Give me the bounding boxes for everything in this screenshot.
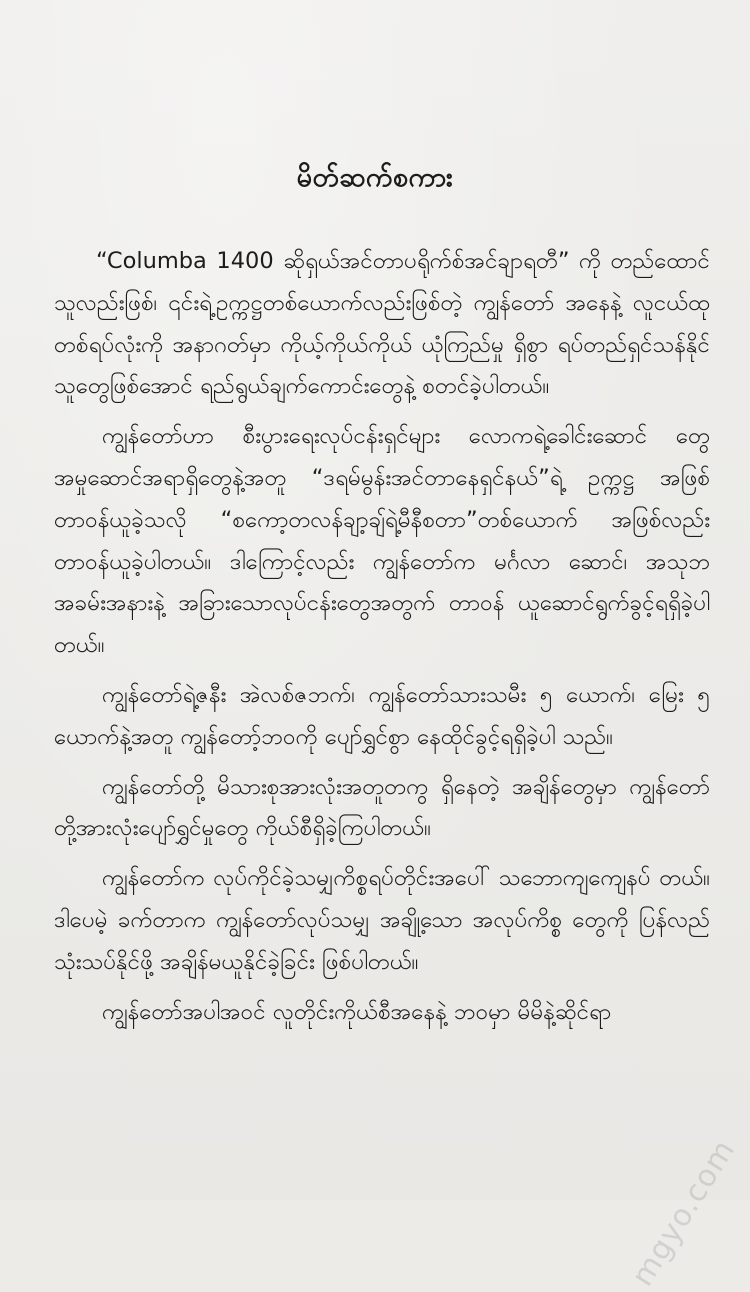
page-title: မိတ်ဆက်စကား	[296, 162, 454, 193]
paragraph-3: ကျွန်တော်ရဲ့ဇနီး အဲလစ်ဇဘက်၊ ကျွန်တော်သားသမီး ၅ ယောက်၊ မြေး ၅ ယောက်နဲ့အတူ ကျွန်တော့်ဘဝကို ပျော်ရွှင်စွာ နေထိုင်ခွင့်ရရှိခဲ့ပါ သည်။	[54, 681, 710, 750]
body-text	[54, 241, 710, 1033]
site-watermark: mgyo.com	[624, 1133, 742, 1292]
paragraph-2: ကျွန်တော်ဟာ စီးပွားရေးလုပ်ငန်းရှင်များ လောကရဲ့ခေါင်းဆောင် တွေ အမှုဆောင်အရာရှိတွေနဲ့အတူ “ဒရမ်မွန်းအင်တာနေရှင်နယ်”ရဲ့ ဥက္ကဋ္ဌ အဖြစ် တာဝန်ယူခဲ့သလို “စကော့တလန်ချာ့ချ်ရဲ့မီနီစတာ”တစ်ယောက် အဖြစ်လည်း တာဝန်ယူခဲ့ပါတယ်။ ဒါကြောင့်လည်း ကျွန်တော်က မင်္ဂလာ ဆောင်၊ အသုဘအခမ်းအနားနဲ့ အခြားသောလုပ်ငန်းတွေအတွက် တာဝန် ယူဆောင်ရွက်ခွင့်ရရှိခဲ့ပါတယ်။	[54, 423, 710, 659]
paragraph-5: ကျွန်တော်က လုပ်ကိုင်ခဲ့သမျှကိစ္စရပ်တိုင်းအပေါ် သဘောကျကျေနပ် တယ်။ ဒါပေမဲ့ ခက်တာက ကျွန်တော်လုပ်သမျှ အချို့သော အလုပ်ကိစ္စ တွေကို ပြန်လည်သုံးသပ်နိုင်ဖို့ အချိန်မယူနိုင်ခဲ့ခြင်း ဖြစ်ပါတယ်။	[54, 865, 710, 975]
paragraph-1: “Columba 1400 ဆိုရှယ်အင်တာပရိုက်စ်အင်ချာရတီ” ကို တည်ထောင်သူလည်းဖြစ်၊ ၎င်းရဲ့ဥက္ကဋ္ဌတစ်ယောက်လည်းဖြစ်တဲ့ ကျွန်တော် အနေနဲ့ လူငယ်ထုတစ်ရပ်လုံးကို အနာဂတ်မှာ ကိုယ့်ကိုယ်ကိုယ် ယုံကြည်မှု ရှိစွာ ရပ်တည်ရှင်သန်နိုင်သူတွေဖြစ်အောင် ရည်ရွယ်ချက်ကောင်းတွေနဲ့ စတင်ခဲ့ပါတယ်။	[54, 248, 710, 400]
paragraph-6: ကျွန်တော်အပါအဝင် လူတိုင်းကိုယ်စီအနေနဲ့ ဘဝမှာ မိမိနဲ့ဆိုင်ရာ	[102, 998, 612, 1025]
paragraph-4: ကျွန်တော်တို့ မိသားစုအားလုံးအတူတကွ ရှိနေတဲ့ အချိန်တွေမှာ ကျွန်တော်တို့အားလုံးပျော်ရွှင်မှုတွေ ကိုယ်စီရှိခဲ့ကြပါတယ်။	[54, 773, 710, 842]
